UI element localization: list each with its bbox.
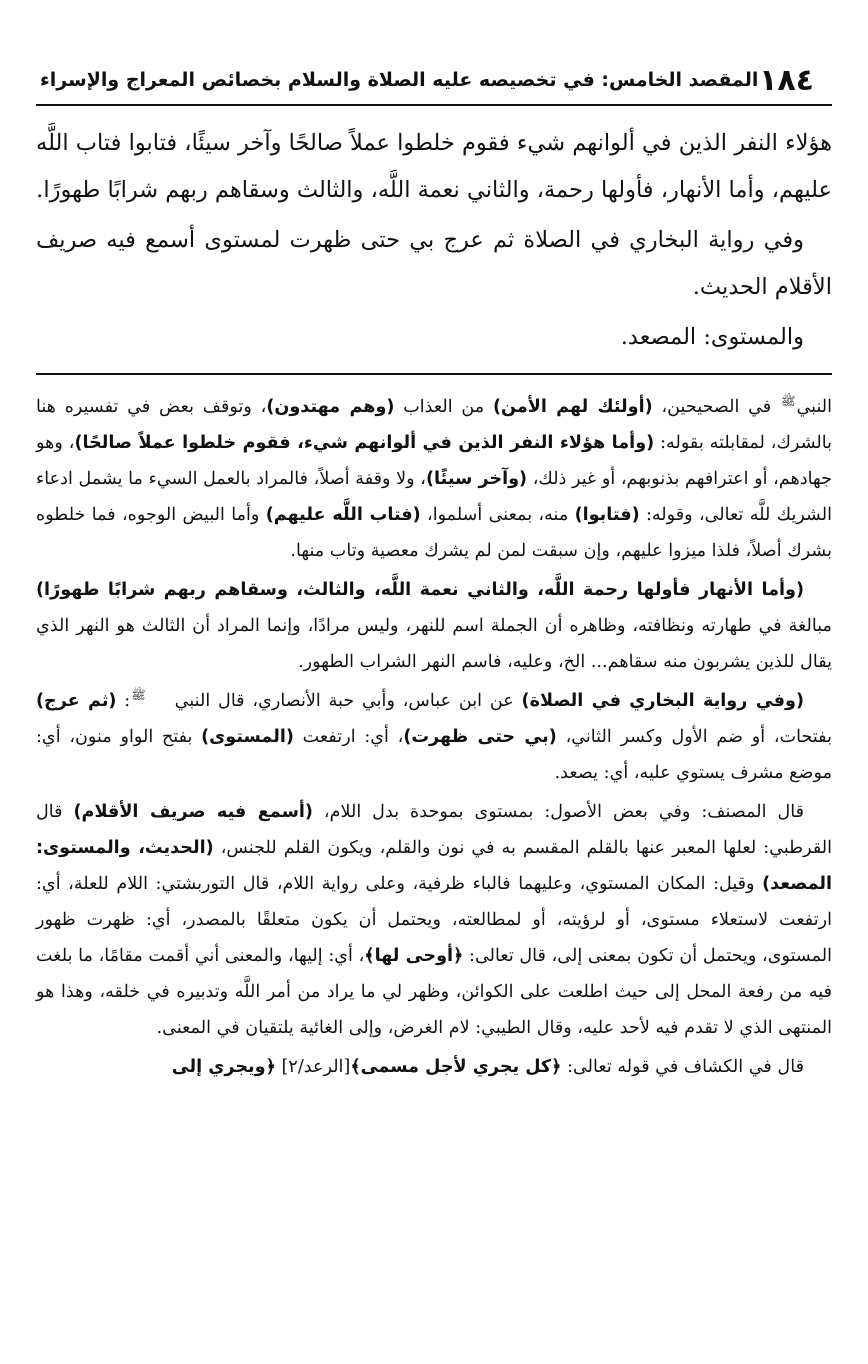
footnote-separator	[36, 373, 832, 375]
quran-quote: ﴿أوحى لها﴾	[364, 946, 464, 966]
quoted-text: (فتاب اللَّه عليهم)	[265, 505, 421, 525]
quoted-text: (الحديث، والمستوى: المصعد)	[36, 838, 832, 894]
commentary-paragraph: قال المصنف: وفي بعض الأصول: بمستوى بموحدة بدل اللام، (أسمع فيه صريف الأقلام) قال القرطبي: لعلها المعبر عنها بالقلم المقسم به في نون والقلم، ويكون القلم للجنس، (الحديث، والمستوى: المصعد) وقيل: المكان المستوي، وعليهما فالباء ظرفية، وعلى رواية اللام، قال التوربشتي: اللام للعلة، أي: ارتفعت لاستعلاء مستوى، أو لرؤيته، أو لمطالعته، ويحتمل أن يكون متعلقًا بالمصدر، أي: ظهرت ظهور المستوى، ويحتمل أن تكون بمعنى إلى، قال تعالى: ﴿أوحى لها﴾، أي: إليها، والمعنى أني أقمت مقامًا، ما بلغت فيه من رفعة المحل إلى حيث اطلعت على الكوائن، وظهر لي ما يراد من أمر اللَّه وتدبيره في خلقه، وهذا هو المنتهى الذي لا تقدم فيه لأحد عليه، وقال الطيبي: لام الغرض، وإلى الغائية يلتقيان في المعنى.	[36, 802, 833, 1038]
main-paragraph: هؤلاء النفر الذين في ألوانهم شيء فقوم خلطوا عملاً صالحًا وآخر سيئًا، فتابوا فتاب اللَّه عليهم، وأما الأنهار، فأولها رحمة، والثاني نعمة اللَّه، والثالث وسقاهم ربهم شرابًا طهورًا.	[36, 130, 832, 203]
main-paragraph: والمستوى: المصعد.	[620, 324, 804, 350]
main-text	[36, 120, 832, 361]
salla-honorific-icon: ﷺ	[131, 688, 146, 703]
commentary-paragraph: قال في الكشاف في قوله تعالى: ﴿كل يجري لأجل مسمى﴾[الرعد/٢] ﴿ويجري إلى	[171, 1057, 804, 1077]
commentary-paragraph: (وفي رواية البخاري في الصلاة) عن ابن عباس، وأبي حبة الأنصاري، قال النبيﷺ: (ثم عرج) بفتحات، أو ضم الأول وكسر الثاني، (بي حتى ظهرت)، أي: ارتفعت (المستوى) بفتح الواو منون، أي: موضع مشرف يستوي عليه، أي: يصعد.	[36, 688, 832, 783]
commentary-paragraph: النبيﷺ في الصحيحين، (أولئك لهم الأمن) من العذاب (وهم مهتدون)، وتوقف بعض في تفسيره هنا بالشرك، لمقابلته بقوله: (وأما هؤلاء النفر الذين في ألوانهم شيء، فقوم خلطوا عملاً صالحًا)، وهو جهادهم، أو اعترافهم بذنوبهم، أو غير ذلك، (وآخر سيئًا)، ولا وقفة أصلاً، فالمراد بالعمل السيء ما يشمل ادعاء الشريك للَّه تعالى، وقوله: (فتابوا) منه، بمعنى أسلموا، (فتاب اللَّه عليهم) وأما البيض الوجوه، فما خلطوه بشرك أصلاً، فلذا ميزوا عليهم، وإن سبقت لمن لم يشرك معصية وتاب منها.	[36, 394, 833, 561]
book-page	[36, 56, 832, 1356]
quoted-text: (وفي رواية البخاري في الصلاة)	[521, 691, 804, 711]
quoted-text: (وأما هؤلاء النفر الذين في ألوانهم شيء، فقوم خلطوا عملاً صالحًا)	[74, 433, 655, 453]
quoted-text: (وهم مهتدون)	[266, 397, 395, 417]
salla-honorific-icon: ﷺ	[780, 394, 796, 409]
commentary	[36, 389, 832, 1085]
quoted-text: (بي حتى ظهرت)	[403, 727, 557, 747]
quoted-text: (فتابوا)	[574, 505, 640, 525]
quran-quote: ﴿كل يجري لأجل مسمى﴾	[350, 1057, 562, 1077]
quran-quote: ﴿ويجري إلى	[171, 1057, 276, 1077]
commentary-paragraph: (وأما الأنهار فأولها رحمة اللَّه، والثاني نعمة اللَّه، والثالث، وسقاهم ربهم شرابًا طهورًا) مبالغة في طهارته ونظافته، وظاهره أن الجملة اسم للنهر، وليس مرادًا، وإنما المراد أن الثالث هو النهر الذي يقال للذين يشربون منه سقاهم... الخ، وعليه، فاسم النهر الشراب الطهور.	[36, 580, 832, 672]
running-header	[36, 56, 832, 106]
quoted-text: (أسمع فيه صريف الأقلام)	[73, 802, 313, 822]
page-number: ١٨٤	[759, 62, 814, 98]
quoted-text: (ثم عرج)	[36, 691, 117, 711]
main-paragraph: وفي رواية البخاري في الصلاة ثم عرج بي حتى ظهرت لمستوى أسمع فيه صريف الأقلام الحديث.	[36, 227, 832, 300]
chapter-title: المقصد الخامس: في تخصيصه عليه الصلاة والسلام بخصائص المعراج والإسراء	[40, 69, 759, 91]
quoted-text: (وآخر سيئًا)	[425, 469, 528, 489]
quoted-text: (وأما الأنهار فأولها رحمة اللَّه، والثاني نعمة اللَّه، والثالث، وسقاهم ربهم شرابًا طهورًا)	[36, 580, 804, 600]
quoted-text: (أولئك لهم الأمن)	[492, 397, 653, 417]
quoted-text: (المستوى)	[201, 727, 294, 747]
